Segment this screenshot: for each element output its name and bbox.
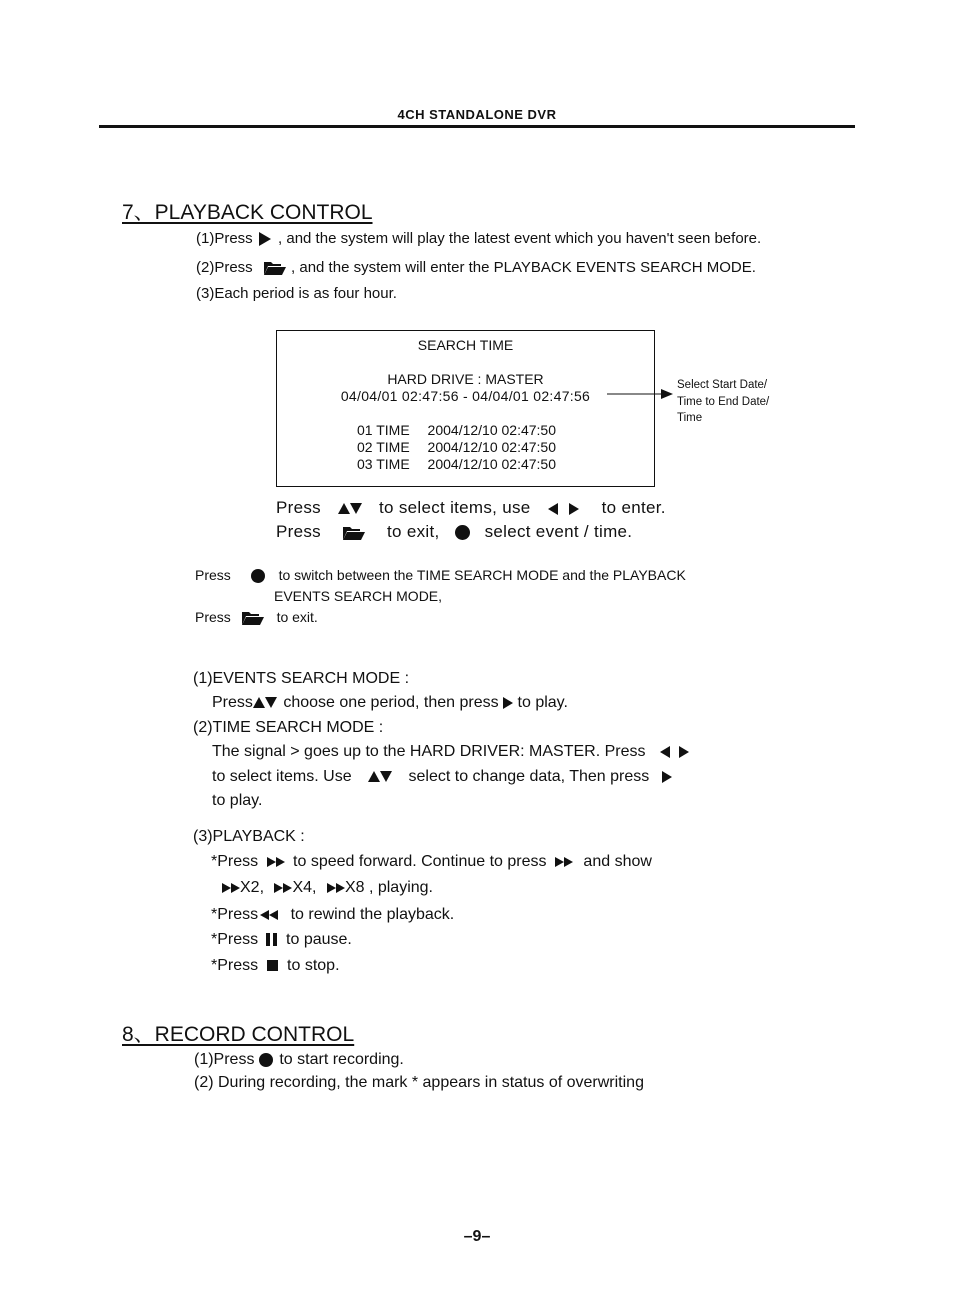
- record-line-1: [194, 1051, 404, 1069]
- time-label: 03 TIME: [357, 456, 410, 472]
- time-value: 2004/12/10 02:47:50: [427, 422, 557, 438]
- text: to play.: [517, 694, 568, 711]
- down-arrow-icon: [265, 697, 277, 708]
- fast-forward-icon: [274, 883, 292, 893]
- rewind-icon: [260, 910, 278, 920]
- record-line-2: (2) During recording, the mark * appears in status of overwriting: [194, 1074, 644, 1091]
- playback-stop-line: [211, 957, 340, 975]
- text: *Press: [211, 853, 259, 870]
- text: Press: [276, 498, 321, 517]
- text: , and the system will enter the PLAYBACK EVENTS SEARCH MODE.: [291, 259, 756, 276]
- fast-forward-icon: [222, 883, 240, 893]
- time-search-heading: (2)TIME SEARCH MODE :: [193, 719, 384, 736]
- playback-heading: (3)PLAYBACK :: [193, 828, 305, 845]
- folder-icon: [241, 610, 265, 626]
- speed-label: X4,: [292, 879, 317, 896]
- time-label: 01 TIME: [357, 422, 410, 438]
- text: *Press: [211, 906, 259, 923]
- time-row: [357, 422, 556, 438]
- text: to start recording.: [279, 1051, 404, 1068]
- playback-intro-line-2: [196, 259, 756, 276]
- text: and show: [583, 853, 652, 870]
- fast-forward-icon: [327, 883, 345, 893]
- text: to exit.: [276, 609, 318, 625]
- hard-drive-line: HARD DRIVE : MASTER: [387, 371, 544, 387]
- stop-icon: [267, 960, 278, 971]
- events-search-line: [212, 694, 568, 712]
- left-arrow-icon: [548, 503, 558, 515]
- search-time-title: SEARCH TIME: [417, 337, 514, 353]
- text: to rewind the playback.: [290, 906, 455, 923]
- time-label: 02 TIME: [357, 439, 410, 455]
- speed-label: X8 , playing.: [344, 879, 433, 896]
- header-rule: [99, 125, 855, 128]
- right-arrow-icon: [679, 746, 689, 758]
- record-dot-icon: [251, 569, 265, 583]
- play-icon: [503, 697, 513, 709]
- header-title: 4CH STANDALONE DVR: [397, 107, 557, 122]
- text: Press: [212, 694, 253, 711]
- text: , and the system will play the latest event which you haven't seen before.: [278, 230, 762, 247]
- time-search-line-1: [212, 743, 689, 761]
- playback-intro-line-3: (3)Each period is as four hour.: [196, 285, 397, 302]
- section-heading-playback: 7、PLAYBACK CONTROL: [122, 201, 373, 224]
- playback-rewind-line: [211, 906, 454, 924]
- text: (1)Press: [196, 230, 253, 247]
- text: The signal > goes up to the HARD DRIVER: MASTER. Press: [212, 743, 646, 760]
- record-dot-icon: [455, 525, 470, 540]
- down-arrow-icon: [350, 503, 362, 514]
- playback-ff-line: [211, 853, 652, 871]
- text: *Press: [211, 957, 259, 974]
- annotation-line: Time to End Date/: [677, 396, 770, 408]
- time-value: 2004/12/10 02:47:50: [427, 456, 557, 472]
- playback-speed-line: [222, 879, 433, 897]
- text: select event / time.: [484, 522, 633, 541]
- text: to select items. Use: [212, 768, 352, 785]
- text: (2)Press: [196, 259, 253, 276]
- page-number: –9–: [463, 1228, 491, 1245]
- text: select to change data, Then press: [408, 768, 650, 785]
- section-heading-record: 8、RECORD CONTROL: [122, 1023, 355, 1046]
- box-instruction-row-2: [276, 522, 632, 542]
- annotation-arrow-icon: [607, 388, 673, 400]
- time-row: [357, 439, 556, 455]
- time-value: 2004/12/10 02:47:50: [427, 439, 557, 455]
- left-arrow-icon: [660, 746, 670, 758]
- text: (1)Press: [194, 1051, 255, 1068]
- text: to speed forward. Continue to press: [293, 853, 547, 870]
- folder-icon: [263, 260, 287, 276]
- pause-icon: [265, 933, 278, 946]
- time-search-line-2: [212, 768, 672, 786]
- fast-forward-icon: [267, 857, 285, 867]
- record-dot-icon: [259, 1053, 273, 1067]
- up-arrow-icon: [368, 771, 380, 782]
- playback-pause-line: [211, 931, 352, 949]
- folder-icon: [342, 525, 366, 541]
- time-search-line-3: to play.: [212, 792, 263, 809]
- text: to enter.: [601, 498, 666, 517]
- text: choose one period, then press: [283, 694, 499, 711]
- text: Press: [276, 522, 321, 541]
- speed-label: X2,: [240, 879, 265, 896]
- text: to pause.: [286, 931, 352, 948]
- date-range-line: 04/04/01 02:47:56 - 04/04/01 02:47:56: [340, 388, 591, 404]
- text: to exit,: [387, 522, 440, 541]
- play-icon: [259, 232, 271, 246]
- play-icon: [662, 771, 672, 783]
- up-arrow-icon: [338, 503, 350, 514]
- box-instruction-row-1: [276, 498, 666, 518]
- annotation-line: Time: [677, 412, 703, 424]
- annotation-line: Select Start Date/: [677, 379, 768, 391]
- playback-intro-line-1: [196, 230, 761, 247]
- search-time-screen: [276, 330, 655, 487]
- switch-note-line-1: [195, 567, 686, 583]
- text: *Press: [211, 931, 259, 948]
- text: Press: [195, 567, 231, 583]
- up-arrow-icon: [253, 697, 265, 708]
- down-arrow-icon: [380, 771, 392, 782]
- switch-note-line-2: EVENTS SEARCH MODE,: [274, 588, 443, 604]
- text: to switch between the TIME SEARCH MODE and the PLAYBACK: [278, 567, 686, 583]
- fast-forward-icon: [555, 857, 573, 867]
- text: Press: [195, 609, 231, 625]
- right-arrow-icon: [569, 503, 579, 515]
- text: to stop.: [287, 957, 340, 974]
- events-search-heading: (1)EVENTS SEARCH MODE :: [193, 670, 410, 687]
- time-row: [357, 456, 556, 472]
- text: to select items, use: [379, 498, 531, 517]
- switch-note-line-3: [195, 609, 318, 626]
